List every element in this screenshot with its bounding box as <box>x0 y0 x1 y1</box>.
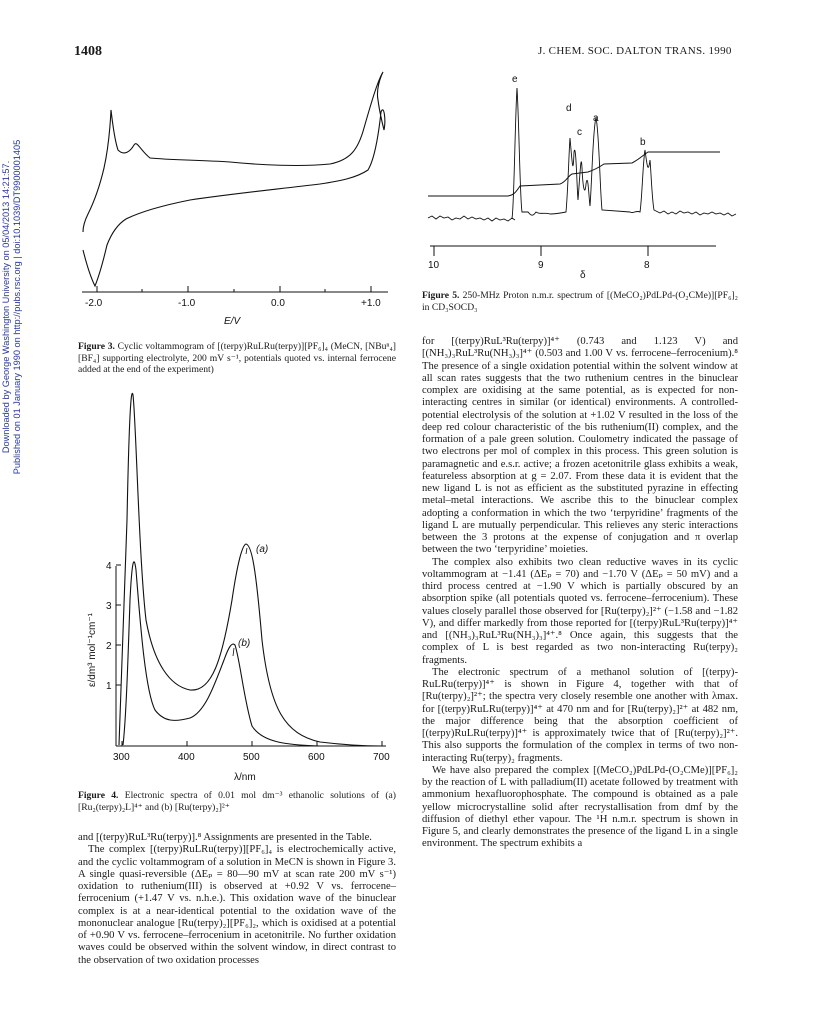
fig5-tick-label: 8 <box>644 260 650 271</box>
page-number: 1408 <box>74 44 102 59</box>
fig4-x-tick-label: 500 <box>243 752 260 763</box>
fig4-x-tick-label: 600 <box>308 752 325 763</box>
fig4-y-tick-label: 2 <box>106 641 112 652</box>
paragraph: and [(terpy)RuL³Ru(terpy)].⁸ Assignments are presented in the Table. <box>78 832 372 843</box>
fig5-x-label: δ <box>580 270 586 281</box>
fig4-x-label: λ/nm <box>234 772 256 783</box>
fig3-tick-label: -1.0 <box>178 298 196 309</box>
fig4-x-tick-label: 300 <box>113 752 130 763</box>
fig3-tick-label: +1.0 <box>361 298 381 309</box>
fig4-x-tick-label: 400 <box>178 752 195 763</box>
fig5-peak-label: b <box>640 137 646 148</box>
download-note-line1: Downloaded by George Washington University on 05/04/2013 14:21:57. <box>1 160 11 454</box>
fig4-x-tick-label: 700 <box>373 752 390 763</box>
paragraph: The electronic spectrum of a methanol solution of [(terpy)-RuLRu(terpy)]⁴⁺ is shown in Figure 4, together with that of [Ru(terpy)₂]²⁺; the spectra very closely resemble one another with λmax. for [(terpy)RuLRu(terpy)]⁴⁺ at 470 nm and for [Ru(terpy)₂]²⁺ at 482 nm, the major difference being that the absorption coefficient of [(terpy)RuLRu(terpy)]⁴⁺ is approximately twice that of [Ru(terpy)₂]²⁺. This also supports the formulation of the complex in terms of two non-interacting Ru(terpy)₂ fragments. <box>422 666 738 764</box>
running-head: J. CHEM. SOC. DALTON TRANS. 1990 <box>538 45 732 57</box>
fig3-tick-label: 0.0 <box>271 298 285 309</box>
fig4-curve-b-label: (b) <box>238 638 251 649</box>
fig5-peak-label: a <box>593 113 599 124</box>
fig4-y-label: ε/dm³ mol⁻¹cm⁻¹ <box>87 613 98 687</box>
fig3-tick-label: -2.0 <box>85 298 103 309</box>
fig4-y-tick-label: 4 <box>106 561 112 572</box>
left-column-text <box>78 832 396 967</box>
figure5-caption-label: Figure 5. <box>422 290 460 301</box>
fig4-y-tick-label: 1 <box>106 681 112 692</box>
right-column-text <box>422 336 738 851</box>
fig5-peak-label: d <box>566 103 572 114</box>
paragraph: The complex also exhibits two clean reductive waves in its cyclic voltammogram at −1.41 (ΔEₚ = 70) and −1.70 V (ΔEₚ = 50 mV) and a third process centred at −1.90 V which is partially obscured by an absorption spike (all potentials quoted vs. ferrocene–ferrocenium). These values closely parallel those observed for [Ru(terpy)₂]²⁺ (−1.58 and −1.82 V), and differ markedly from those reported for [(terpy)RuL³Ru(terpy)]⁴⁺ and [(NH₃)₃RuL³Ru(NH₃)₃]⁴⁺.⁸ Once again, this suggests that the complex of L is best regarded as two non-interacting Ru(terpy)₂ fragments. <box>422 556 738 666</box>
fig5-peak-label: e <box>512 74 518 85</box>
fig3-x-label: E/V <box>224 316 241 327</box>
paragraph: for [(terpy)RuL³Ru(terpy)]⁴⁺ (0.743 and 1.123 V) and [(NH₃)₃RuL³Ru(NH₃)₃]⁴⁺ (0.503 and 1.00 V vs. ferrocene–ferrocenium).⁸ The presence of a single oxidation potential within the solvent window at all scan rates suggests that the two ruthenium centres in the binuclear complex are oxidising at the same potential, as is expected for non-interacting centres in similar (or identical) environments. A controlled-potential electrolysis of the solution at +1.02 V resulted in the loss of the deep red colour characteristic of the bis ruthenium(II) complex, and the formation of a pale green solution. Coulometry indicated the passage of two electrons per mol of complex in this process. This green solution is paramagnetic and e.s.r. active; a frozen acetonitrile glass exhibits a weak, featureless absorption at g = 2.07. From these data it is evident that the new ligand L is not as efficient as the substituted pyrazine in effecting metal–metal interactions. We ascribe this to the binuclear complex adopting a conformation in which the two ‘terpyridine’ fragments of the ligand L are mutually perpendicular. This relieves any steric interactions between the 3 protons at the expense of conjugation and π overlap between the two ‘terpyridine’ moieties. <box>422 336 738 556</box>
figure4-caption-label: Figure 4. <box>78 790 119 801</box>
paragraph: The complex [(terpy)RuLRu(terpy)][PF₆]₄ is electrochemically active, and the cyclic voltammogram of a solution in MeCN is shown in Figure 3. A single quasi-reversible (ΔEₚ = 80—90 mV at scan rate 200 mV s⁻¹) oxidation to ruthenium(III) is observed at +0.92 V vs. ferrocene–ferrocenium (+1.47 V vs. n.h.e.). This oxidation wave of the binuclear complex is at a near-identical potential to the oxidation wave of the mononuclear analogue [Ru(terpy)₂][PF₆]₂, which is oxidised at a potential of +0.90 V vs. ferrocene–ferrocenium in acetonitrile. No further oxidation waves could be observed within the solvent window, in direct contrast to the observation of two oxidation processes <box>78 844 396 966</box>
figure5-caption-text: 250-MHz Proton n.m.r. spectrum of [(MeCO₂)PdLPd-(O₂CMe)][PF₆]₂ in CD₃SOCD₃ <box>422 290 738 313</box>
fig4-y-tick-label: 3 <box>106 601 112 612</box>
figure3-caption-text: Cyclic voltammogram of [(terpy)RuLRu(terpy)][PF₆]₄ (MeCN, [NBuⁿ₄][BF₄] supporting electrolyte, 200 mV s⁻¹, potentials quoted vs. internal ferrocene added at the end of the experiment) <box>78 341 396 376</box>
download-note-line2: Published on 01 January 1990 on http://pubs.rsc.org | doi:10.1039/DT9900001405 <box>12 139 22 475</box>
figure4-caption-text: Electronic spectra of 0.01 mol dm⁻³ ethanolic solutions of (a) [Ru₂(terpy)₂L]⁴⁺ and (b) [Ru(terpy)₂]²⁺ <box>78 790 396 813</box>
fig5-baseline <box>428 88 736 221</box>
fig5-peak-label: c <box>577 127 582 138</box>
fig5-tick-label: 10 <box>428 260 440 271</box>
figure5-caption <box>422 290 738 313</box>
paragraph: We have also prepared the complex [(MeCO₂)PdLPd-(O₂CMe)][PF₆]₂ by the reaction of L with palladium(II) acetate followed by treatment with ammonium hexafluorophosphate. The compound is obtained as a pale yellow microcrystalline solid after recrystallisation from dmf by the diffusion of diethyl ether vapour. The ¹H n.m.r. spectrum is shown in Figure 5, and clearly demonstrates the presence of the ligand L in a single environment. The spectrum exhibits a <box>422 764 738 850</box>
fig5-tick-label: 9 <box>538 260 544 271</box>
fig4-curve-a-label: (a) <box>256 544 269 555</box>
fig5-ticks <box>434 246 648 256</box>
figure3-caption-label: Figure 3. <box>78 341 115 352</box>
